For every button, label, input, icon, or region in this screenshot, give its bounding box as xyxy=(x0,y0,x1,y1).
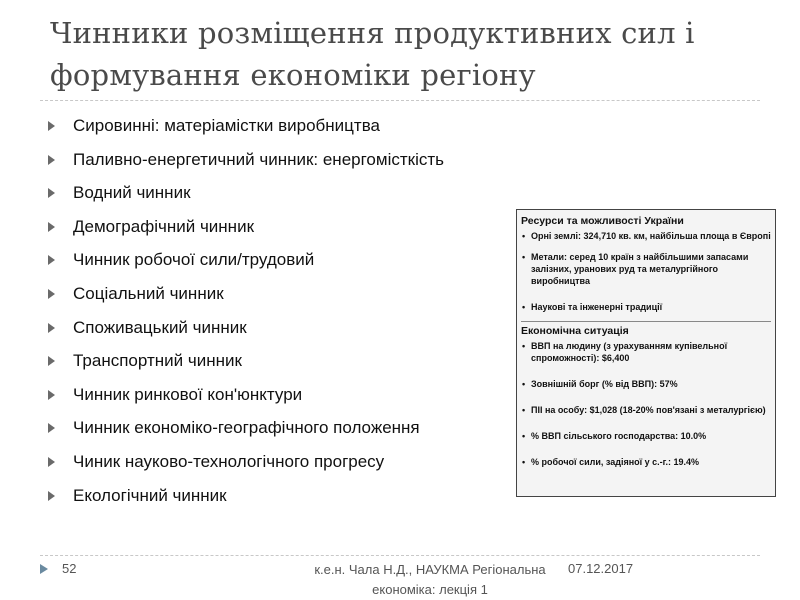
list-item-text: Чинник робочої сили/трудовий xyxy=(73,250,315,270)
triangle-bullet-icon xyxy=(48,491,55,501)
list-item-text: Чиник науково-технологічного прогресу xyxy=(73,451,385,471)
resources-item: • Метали: серед 10 країн з найбільшими запасами залізних, уранових руд та металургійного виробництва xyxy=(521,251,771,287)
list-item xyxy=(48,113,444,147)
ukraine-info-box xyxy=(516,209,776,497)
economy-list xyxy=(521,340,771,468)
triangle-bullet-icon xyxy=(48,222,55,232)
list-item xyxy=(48,147,444,181)
list-item-text: Соціальний чинник xyxy=(73,283,224,303)
list-item xyxy=(48,214,444,248)
list-item-text: Екологічний чинник xyxy=(73,485,227,505)
slide-title xyxy=(50,12,770,96)
triangle-bullet-icon xyxy=(48,289,55,299)
list-item xyxy=(48,449,444,483)
economy-title: Економічна ситуація xyxy=(521,321,771,338)
footer-date: 07.12.2017 xyxy=(568,561,634,576)
list-item-text: Чинник ринкової кон'юнктури xyxy=(73,384,303,404)
list-item xyxy=(48,415,444,449)
footer-arrow-icon xyxy=(40,564,48,574)
list-item-text: Демографічний чинник xyxy=(73,216,255,236)
resources-item: • Наукові та інженерні традиції xyxy=(521,301,771,313)
list-item xyxy=(48,382,444,416)
list-item xyxy=(48,247,444,281)
triangle-bullet-icon xyxy=(48,323,55,333)
slide-title-line-2: формування економіки регіону xyxy=(50,58,536,92)
page-number: 52 xyxy=(62,561,77,576)
triangle-bullet-icon xyxy=(48,255,55,265)
resources-item: • Орні землі: 324,710 кв. км, найбільша площа в Європі xyxy=(521,230,771,242)
list-item-text: Паливно-енергетичний чинник: енергомісткість xyxy=(73,149,444,169)
list-item xyxy=(48,348,444,382)
list-item-text: Водний чинник xyxy=(73,183,191,203)
list-item xyxy=(48,180,444,214)
resources-list xyxy=(521,230,771,313)
list-item-text: Транспортний чинник xyxy=(73,351,242,371)
triangle-bullet-icon xyxy=(48,423,55,433)
triangle-bullet-icon xyxy=(48,121,55,131)
list-item xyxy=(48,315,444,349)
triangle-bullet-icon xyxy=(48,390,55,400)
footer-divider xyxy=(40,555,760,556)
list-item-text: Чинник економіко-географічного положення xyxy=(73,418,420,438)
triangle-bullet-icon xyxy=(48,457,55,467)
triangle-bullet-icon xyxy=(48,188,55,198)
footer-author-course: к.е.н. Чала Н.Д., НАУКМА Регіональна економіка: лекція 1 xyxy=(314,562,546,597)
economy-item: • ПІІ на особу: $1,028 (18-20% пов'язані з металургією) xyxy=(521,404,771,416)
title-divider xyxy=(40,100,760,101)
factor-list xyxy=(48,113,444,516)
economy-item: • ВВП на людину (з урахуванням купівельної спроможності): $6,400 xyxy=(521,340,771,364)
list-item-text: Споживацький чинник xyxy=(73,317,247,337)
economy-item: • Зовнішній борг (% від ВВП): 57% xyxy=(521,378,771,390)
triangle-bullet-icon xyxy=(48,356,55,366)
list-item-text: Сировинні: матеріамістки виробництва xyxy=(73,116,380,135)
slide-title-line-1: Чинники розміщення продуктивних сил і xyxy=(50,16,695,50)
triangle-bullet-icon xyxy=(48,155,55,165)
resources-title: Ресурси та можливості України xyxy=(521,215,684,227)
economy-item: • % ВВП сільського господарства: 10.0% xyxy=(521,430,771,442)
list-item xyxy=(48,483,444,517)
list-item xyxy=(48,281,444,315)
economy-item: • % робочої сили, задіяної у с.-г.: 19.4% xyxy=(521,456,771,468)
